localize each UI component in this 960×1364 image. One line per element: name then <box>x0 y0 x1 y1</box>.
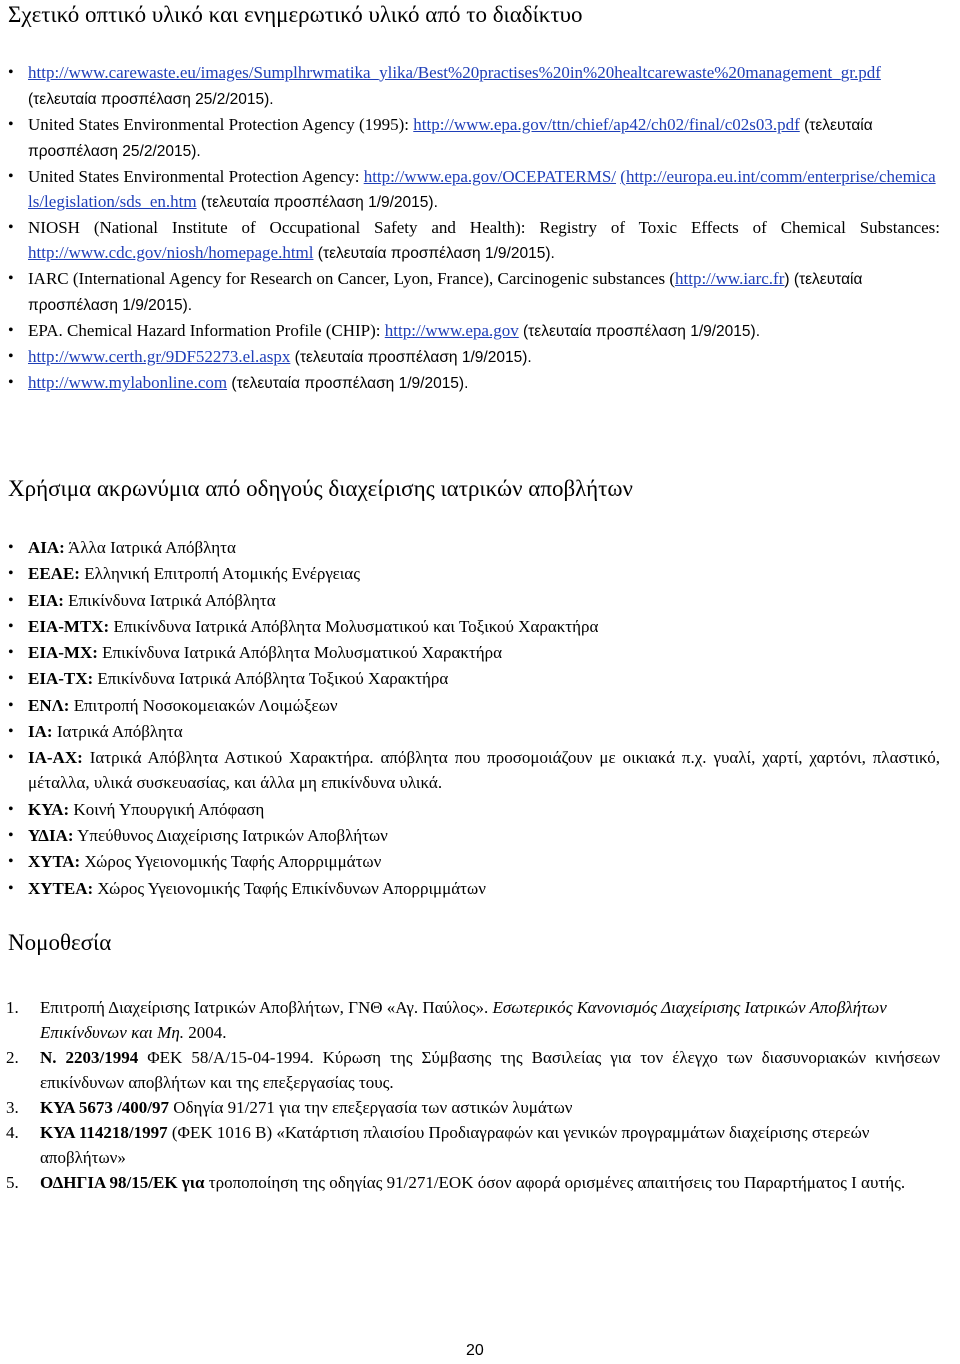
legislation-code: ΚΥΑ 5673 /400/97 <box>40 1098 170 1117</box>
reference-link[interactable]: http://www.epa.gov/OCEPATERMS/ <box>363 167 617 186</box>
list-item <box>0 797 940 822</box>
list-item <box>0 215 940 266</box>
list-item <box>0 849 940 874</box>
acronym-definition: Χώρος Υγειονομικής Ταφής Απορριμμάτων <box>80 852 382 872</box>
legislation-list <box>0 995 940 1195</box>
reference-link[interactable]: http://www.cdc.gov/niosh/homepage.html <box>28 243 314 262</box>
list-item <box>0 164 940 215</box>
item-number: 3. <box>6 1098 19 1117</box>
reference-link[interactable]: http://www.epa.gov/ttn/chief/ap42/ch02/final/c02s03.pdf <box>413 115 800 134</box>
reference-link[interactable]: http://www.mylabonline.com <box>28 373 228 392</box>
item-number: 1. <box>6 998 19 1017</box>
list-item <box>0 693 940 718</box>
acronym: ΧΥΤΑ: <box>28 852 81 872</box>
acronym: ΧΥΤΕΑ: <box>28 878 94 898</box>
acronym: ΕΙΑ-ΤΧ: <box>28 669 94 689</box>
acronym-definition: Επιτροπή Νοσοκομειακών Λοιμώξεων <box>69 695 338 715</box>
list-item <box>0 1120 940 1170</box>
acronym-definition: Επικίνδυνα Ιατρικά Απόβλητα Μολυσματικού και Τοξικού Χαρακτήρα <box>109 616 599 636</box>
access-date: (τελευταία προσπέλαση 1/9/2015). <box>313 245 555 262</box>
access-date: (τελευταία προσπέλαση 1/9/2015). <box>196 194 438 211</box>
reference-text: IARC (International Agency for Research on Cancer, Lyon, France), Carcinogenic substances ( <box>28 269 675 288</box>
list-item <box>0 745 940 795</box>
list-item <box>0 719 940 744</box>
access-date: ) (τελευταία προσπέλαση 1/9/2015). <box>28 271 863 314</box>
section-heading-links: Σχετικό οπτικό υλικό και ενημερωτικό υλικό από το διαδίκτυο <box>8 2 583 27</box>
reference-text: United States Environmental Protection Agency (1995): <box>28 115 414 134</box>
legislation-code: Ν. 2203/1994 <box>40 1048 139 1067</box>
legislation-code: ΚΥΑ 114218/1997 <box>40 1123 168 1142</box>
item-number: 5. <box>6 1173 19 1192</box>
section-heading-acronyms: Χρήσιμα ακρωνύμια από οδηγούς διαχείρισης ιατρικών αποβλήτων <box>8 476 633 501</box>
list-item <box>0 666 940 691</box>
acronym: ΕΕΑΕ: <box>28 564 80 584</box>
list-item <box>0 640 940 665</box>
acronym-definition: Επικίνδυνα Ιατρικά Απόβλητα <box>63 590 276 610</box>
acronym: ΙΑ-ΑΧ: <box>28 748 83 768</box>
acronym-definition: Άλλα Ιατρικά Απόβλητα <box>64 538 236 557</box>
list-item <box>0 344 940 370</box>
legislation-year: 2004. <box>184 1023 227 1042</box>
list-item <box>0 1045 940 1095</box>
list-item <box>0 1095 940 1120</box>
acronym-list <box>0 535 940 902</box>
acronym-definition: Επικίνδυνα Ιατρικά Απόβλητα Μολυσματικού Χαρακτήρα <box>97 643 503 663</box>
list-item <box>0 995 940 1045</box>
acronym-definition: Χώρος Υγειονομικής Ταφής Επικίνδυνων Απορριμμάτων <box>93 878 486 898</box>
page-number: 20 <box>466 1342 484 1359</box>
access-date: (τελευταία προσπέλαση 1/9/2015). <box>290 349 532 366</box>
reference-link-secondary[interactable]: (http://europa.eu.int/comm/enterprise/chemicals/legislation/sds_en.htm <box>28 167 936 211</box>
acronym-definition: Επικίνδυνα Ιατρικά Απόβλητα Τοξικού Χαρακτήρα <box>93 669 449 689</box>
legislation-text: τροποποίηση της οδηγίας 91/271/ΕΟΚ όσον αφορά ορισμένες απαιτήσεις του Παραρτήματος Ι αυτής. <box>204 1173 906 1192</box>
list-item <box>0 535 940 560</box>
acronym-definition: Υπεύθυνος Διαχείρισης Ιατρικών Αποβλήτων <box>73 825 388 845</box>
acronym: ΕΝΛ: <box>28 695 70 715</box>
list-item <box>0 614 940 639</box>
list-item <box>0 112 940 164</box>
reference-link[interactable]: http://ww.iarc.fr <box>675 269 785 288</box>
acronym-definition: Ιατρικά Απόβλητα Αστικού Χαρακτήρα. απόβλητα που προσομοιάζουν με οικιακά π.χ. γυαλί, χαρτί, χαρτόνι, πλαστικό, μέταλλα, υλικά συσκευασίας, και άλλα μη επικίνδυνα υλικά. <box>28 748 940 793</box>
reference-text: United States Environmental Protection Agency: <box>28 167 364 186</box>
acronym-definition: Ελληνική Επιτροπή Ατομικής Ενέργειας <box>79 564 360 584</box>
acronym-definition: Κοινή Υπουργική Απόφαση <box>69 799 265 819</box>
acronym: ΕΙΑ-ΜΤΧ: <box>28 616 110 636</box>
reference-link[interactable]: http://www.certh.gr/9DF52273.el.aspx <box>28 347 291 366</box>
item-number: 2. <box>6 1048 19 1067</box>
access-date: (τελευταία προσπέλαση 25/2/2015). <box>28 91 274 108</box>
acronym: ΚΥΑ: <box>28 799 70 819</box>
list-item <box>0 266 940 318</box>
legislation-text: (ΦΕΚ 1016 Β) «Κατάρτιση πλαισίου Προδιαγραφών και γενικών προγραμμάτων διαχείρισης στερεών αποβλήτων» <box>40 1123 870 1167</box>
list-item <box>0 370 940 396</box>
section-heading-legislation: Νομοθεσία <box>8 930 112 955</box>
list-item <box>0 876 940 901</box>
reference-list <box>0 60 940 396</box>
list-item <box>0 318 940 344</box>
legislation-code: ΟΔΗΓΙΑ 98/15/ΕΚ για <box>40 1173 205 1192</box>
list-item <box>0 561 940 586</box>
reference-text: EPA. Chemical Hazard Information Profile (CHIP): <box>28 321 385 340</box>
list-item <box>0 823 940 848</box>
legislation-title: Εσωτερικός Κανονισμός Διαχείρισης Ιατρικών Αποβλήτων Επικίνδυνων και Μη. <box>40 998 887 1042</box>
access-date: (τελευταία προσπέλαση 25/2/2015). <box>28 117 873 160</box>
legislation-text: Οδηγία 91/271 για την επεξεργασία των αστικών λυμάτων <box>169 1098 573 1117</box>
reference-link[interactable]: http://www.epa.gov <box>384 321 519 340</box>
item-number: 4. <box>6 1123 19 1142</box>
acronym-definition: Ιατρικά Απόβλητα <box>52 722 183 742</box>
acronym: ΑΙΑ: <box>28 538 65 557</box>
acronym: ΕΙΑ: <box>28 590 64 610</box>
legislation-text: Επιτροπή Διαχείρισης Ιατρικών Αποβλήτων, ΓΝΘ «Αγ. Παύλος». <box>40 998 493 1017</box>
list-item <box>0 588 940 613</box>
acronym: ΕΙΑ-ΜΧ: <box>28 643 98 663</box>
legislation-text: ΦΕΚ 58/Α/15-04-1994. Κύρωση της Σύμβασης της Βασιλείας για τον έλεγχο των διασυνοριακών κινήσεων επικίνδυνων αποβλήτων και της επεξεργασίας τους. <box>40 1048 941 1092</box>
list-item <box>0 1170 940 1195</box>
list-item <box>0 60 940 112</box>
acronym: ΥΔΙΑ: <box>28 825 74 845</box>
reference-text: NIOSH (National Institute of Occupational Safety and Health): Registry of Toxic Effects of Chemical Substances: <box>28 218 940 237</box>
reference-link[interactable]: http://www.carewaste.eu/images/Sumplhrwmatika_ylika/Best%20practises%20in%20healtcarewaste%20management_gr.pdf <box>28 63 881 82</box>
acronym: ΙΑ: <box>28 722 53 742</box>
access-date: (τελευταία προσπέλαση 1/9/2015). <box>227 375 469 392</box>
access-date: (τελευταία προσπέλαση 1/9/2015). <box>518 323 761 340</box>
